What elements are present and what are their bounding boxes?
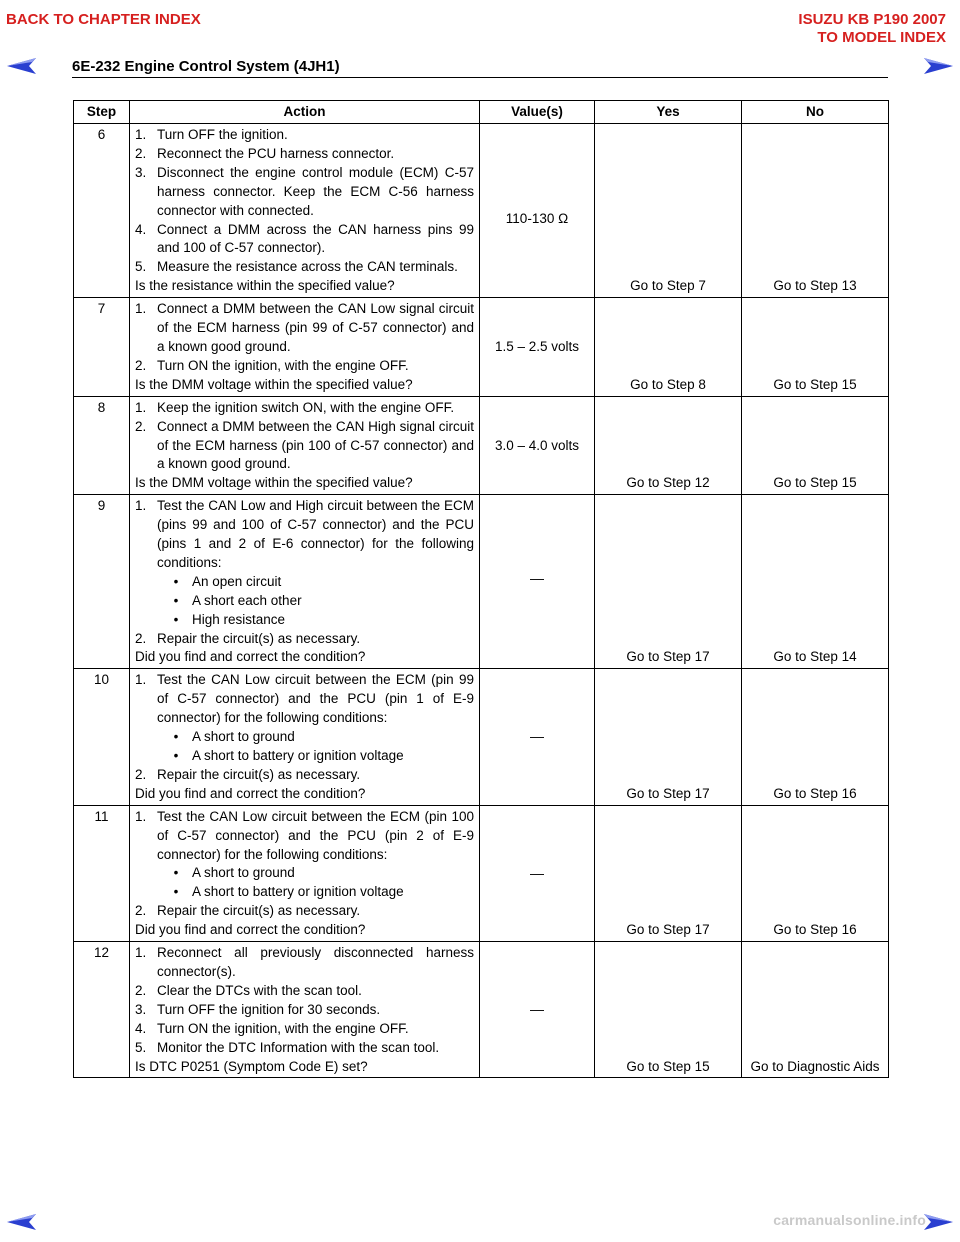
action-step xyxy=(135,808,474,865)
specified-value: 110-130 Ω xyxy=(505,211,569,226)
values-column-header: Value(s) xyxy=(480,101,595,124)
question-text: Is DTC P0251 (Symptom Code E) set? xyxy=(135,1058,368,1074)
condition-text: High resistance xyxy=(192,611,286,627)
action-step-text: Reconnect the PCU harness connector. xyxy=(157,145,395,161)
model-title-link[interactable]: ISUZU KB P190 2007 xyxy=(798,11,946,28)
action-step-number: 1. xyxy=(135,127,147,142)
action-step-text: Connect a DMM between the CAN High signal circuit of the ECM harness (pin 100 of C-57 connector) and a known good ground. xyxy=(157,418,474,472)
action-step xyxy=(135,671,474,728)
action-step-number: 5. xyxy=(135,259,147,275)
no-outcome: Go to Step 14 xyxy=(742,495,889,669)
action-step-number: 1. xyxy=(135,808,147,824)
diagnostic-procedure-table xyxy=(73,100,889,1078)
action-step-number: 2. xyxy=(135,766,147,782)
action-step-number: 3. xyxy=(135,164,147,180)
page-header: 6E-232 Engine Control System (4JH1) xyxy=(72,58,888,78)
value-cell xyxy=(480,396,595,495)
specified-value: — xyxy=(530,570,544,587)
step-number: 8 xyxy=(74,396,130,495)
to-model-index-link[interactable]: TO MODEL INDEX xyxy=(817,29,946,46)
step-number: 9 xyxy=(74,495,130,669)
table-row xyxy=(74,942,889,1078)
action-cell xyxy=(130,942,480,1078)
action-step-number: 2. xyxy=(135,630,147,646)
action-step-text: Test the CAN Low and High circuit between the ECM (pins 99 and 100 of C-57 connector) and the PCU (pins 1 and 2 of E-6 connector) for the following conditions: xyxy=(157,498,474,570)
specified-value: — xyxy=(530,728,544,745)
bullet-icon: • xyxy=(173,573,179,589)
action-step-text: Turn ON the ignition, with the engine OFF. xyxy=(157,357,409,373)
action-step-number: 2. xyxy=(135,357,147,373)
action-step-number: 5. xyxy=(135,1039,147,1055)
no-outcome: Go to Step 15 xyxy=(742,396,889,495)
action-step-number: 1. xyxy=(135,672,147,688)
question-text: Did you find and correct the condition? xyxy=(135,785,366,801)
action-step-text: Disconnect the engine control module (ECM) C-57 harness connector. Keep the ECM C-56 harness connector with connected. xyxy=(157,164,474,218)
specified-value: — xyxy=(530,1001,544,1018)
bullet-icon: • xyxy=(173,592,179,608)
action-step-text: Repair the circuit(s) as necessary. xyxy=(157,630,361,646)
action-step-number: 1. xyxy=(135,945,147,961)
action-step-number: 1. xyxy=(135,498,147,514)
specified-value: 3.0 – 4.0 volts xyxy=(494,437,580,453)
step-number: 7 xyxy=(74,298,130,397)
step-number: 12 xyxy=(74,942,130,1078)
action-step-number: 1. xyxy=(135,399,147,415)
question-text: Did you find and correct the condition? xyxy=(135,922,366,938)
action-step-text: Connect a DMM between the CAN Low signal circuit of the ECM harness (pin 99 of C-57 connector) and a known good ground. xyxy=(157,301,474,354)
no-outcome: Go to Step 13 xyxy=(742,124,889,298)
bullet-icon: • xyxy=(173,865,179,881)
condition-text: A short to battery or ignition voltage xyxy=(192,884,404,900)
table-row xyxy=(74,669,889,805)
action-step-text: Test the CAN Low circuit between the ECM (pin 99 of C-57 connector) and the PCU (pin 1 of E-9 connector) for the following conditions: xyxy=(157,672,474,726)
table-row xyxy=(74,805,889,941)
action-cell xyxy=(130,495,480,669)
action-cell xyxy=(130,124,480,298)
bullet-icon: • xyxy=(173,884,179,900)
step-column-header: Step xyxy=(74,101,130,124)
next-page-arrow-icon[interactable] xyxy=(922,56,954,76)
value-cell xyxy=(480,495,595,669)
condition-bullet xyxy=(135,747,474,766)
table-header-row xyxy=(74,101,889,124)
question-text: Is the DMM voltage within the specified value? xyxy=(135,376,413,392)
action-cell xyxy=(130,805,480,941)
yes-outcome: Go to Step 15 xyxy=(595,942,742,1078)
condition-text: A short to ground xyxy=(192,729,295,745)
action-step-number: 2. xyxy=(135,903,147,919)
action-step-text: Clear the DTCs with the scan tool. xyxy=(157,982,362,998)
action-step xyxy=(135,1039,474,1058)
action-step-text: Measure the resistance across the CAN terminals. xyxy=(157,259,458,275)
action-cell xyxy=(130,396,480,495)
action-step xyxy=(135,418,474,475)
condition-bullet xyxy=(135,864,474,883)
yes-outcome: Go to Step 17 xyxy=(595,805,742,941)
yes-outcome: Go to Step 8 xyxy=(595,298,742,397)
condition-bullet xyxy=(135,592,474,611)
question-text: Did you find and correct the condition? xyxy=(135,649,366,665)
specified-value: — xyxy=(530,864,544,881)
value-cell xyxy=(480,805,595,941)
action-step xyxy=(135,357,474,376)
yes-outcome: Go to Step 17 xyxy=(595,669,742,805)
no-outcome: Go to Step 16 xyxy=(742,669,889,805)
next-page-bottom-arrow-icon[interactable] xyxy=(922,1212,954,1232)
step-number: 6 xyxy=(74,124,130,298)
action-step-text: Turn OFF the ignition. xyxy=(157,127,288,142)
action-cell xyxy=(130,669,480,805)
action-step xyxy=(135,258,474,277)
table-row xyxy=(74,124,889,298)
action-step xyxy=(135,902,474,921)
action-step xyxy=(135,1020,474,1039)
condition-text: A short each other xyxy=(192,592,302,608)
action-step-text: Keep the ignition switch ON, with the engine OFF. xyxy=(157,399,455,415)
value-cell xyxy=(480,942,595,1078)
question-text: Is the resistance within the specified value? xyxy=(135,278,395,294)
action-step-text: Connect a DMM across the CAN harness pins 99 and 100 of C-57 connector). xyxy=(157,221,474,256)
action-step xyxy=(135,126,474,145)
no-outcome: Go to Step 15 xyxy=(742,298,889,397)
action-step xyxy=(135,399,474,418)
specified-value: 1.5 – 2.5 volts xyxy=(494,339,580,355)
bullet-icon: • xyxy=(173,729,179,745)
action-step-number: 2. xyxy=(135,145,147,161)
action-step-number: 1. xyxy=(135,301,147,317)
condition-bullet xyxy=(135,728,474,747)
action-step xyxy=(135,300,474,357)
table-row xyxy=(74,396,889,495)
action-step xyxy=(135,982,474,1001)
no-column-header: No xyxy=(742,101,889,124)
action-cell xyxy=(130,298,480,397)
previous-page-arrow-icon[interactable] xyxy=(6,56,38,76)
condition-bullet xyxy=(135,883,474,902)
action-step xyxy=(135,630,474,649)
action-step-text: Turn ON the ignition, with the engine OFF. xyxy=(157,1020,409,1036)
condition-bullet xyxy=(135,611,474,630)
action-step xyxy=(135,497,474,573)
action-step-number: 4. xyxy=(135,221,147,237)
action-step xyxy=(135,944,474,982)
action-step-number: 3. xyxy=(135,1001,147,1017)
action-step-number: 2. xyxy=(135,418,147,434)
table-body xyxy=(74,124,889,1078)
action-step-text: Monitor the DTC Information with the scan tool. xyxy=(157,1039,440,1055)
action-step-text: Turn OFF the ignition for 30 seconds. xyxy=(157,1001,381,1017)
step-number: 11 xyxy=(74,805,130,941)
condition-text: An open circuit xyxy=(192,573,282,589)
action-column-header: Action xyxy=(130,101,480,124)
no-outcome: Go to Diagnostic Aids xyxy=(742,942,889,1078)
action-step-number: 2. xyxy=(135,982,147,998)
action-step xyxy=(135,766,474,785)
condition-text: A short to ground xyxy=(192,865,295,881)
table-row xyxy=(74,495,889,669)
no-outcome: Go to Step 16 xyxy=(742,805,889,941)
value-cell xyxy=(480,298,595,397)
action-step-text: Repair the circuit(s) as necessary. xyxy=(157,766,361,782)
action-step-text: Repair the circuit(s) as necessary. xyxy=(157,903,361,919)
previous-page-bottom-arrow-icon[interactable] xyxy=(6,1212,38,1232)
condition-bullet xyxy=(135,573,474,592)
action-step xyxy=(135,145,474,164)
back-to-chapter-index-link[interactable]: BACK TO CHAPTER INDEX xyxy=(6,11,201,28)
value-cell xyxy=(480,124,595,298)
bullet-icon: • xyxy=(173,611,179,627)
action-step-text: Test the CAN Low circuit between the ECM (pin 100 of C-57 connector) and the PCU (pin 2 of E-9 connector) for the following conditions: xyxy=(157,808,474,862)
action-step xyxy=(135,164,474,221)
table-row xyxy=(74,298,889,397)
question-text: Is the DMM voltage within the specified value? xyxy=(135,475,413,491)
yes-outcome: Go to Step 7 xyxy=(595,124,742,298)
bullet-icon: • xyxy=(173,748,179,763)
condition-text: A short to battery or ignition voltage xyxy=(192,748,404,763)
step-number: 10 xyxy=(74,669,130,805)
yes-outcome: Go to Step 12 xyxy=(595,396,742,495)
action-step xyxy=(135,221,474,259)
yes-column-header: Yes xyxy=(595,101,742,124)
action-step xyxy=(135,1001,474,1020)
action-step-number: 4. xyxy=(135,1020,147,1036)
action-step-text: Reconnect all previously disconnected harness connector(s). xyxy=(157,945,474,979)
value-cell xyxy=(480,669,595,805)
watermark: carmanualsonline.info xyxy=(773,1212,926,1228)
yes-outcome: Go to Step 17 xyxy=(595,495,742,669)
